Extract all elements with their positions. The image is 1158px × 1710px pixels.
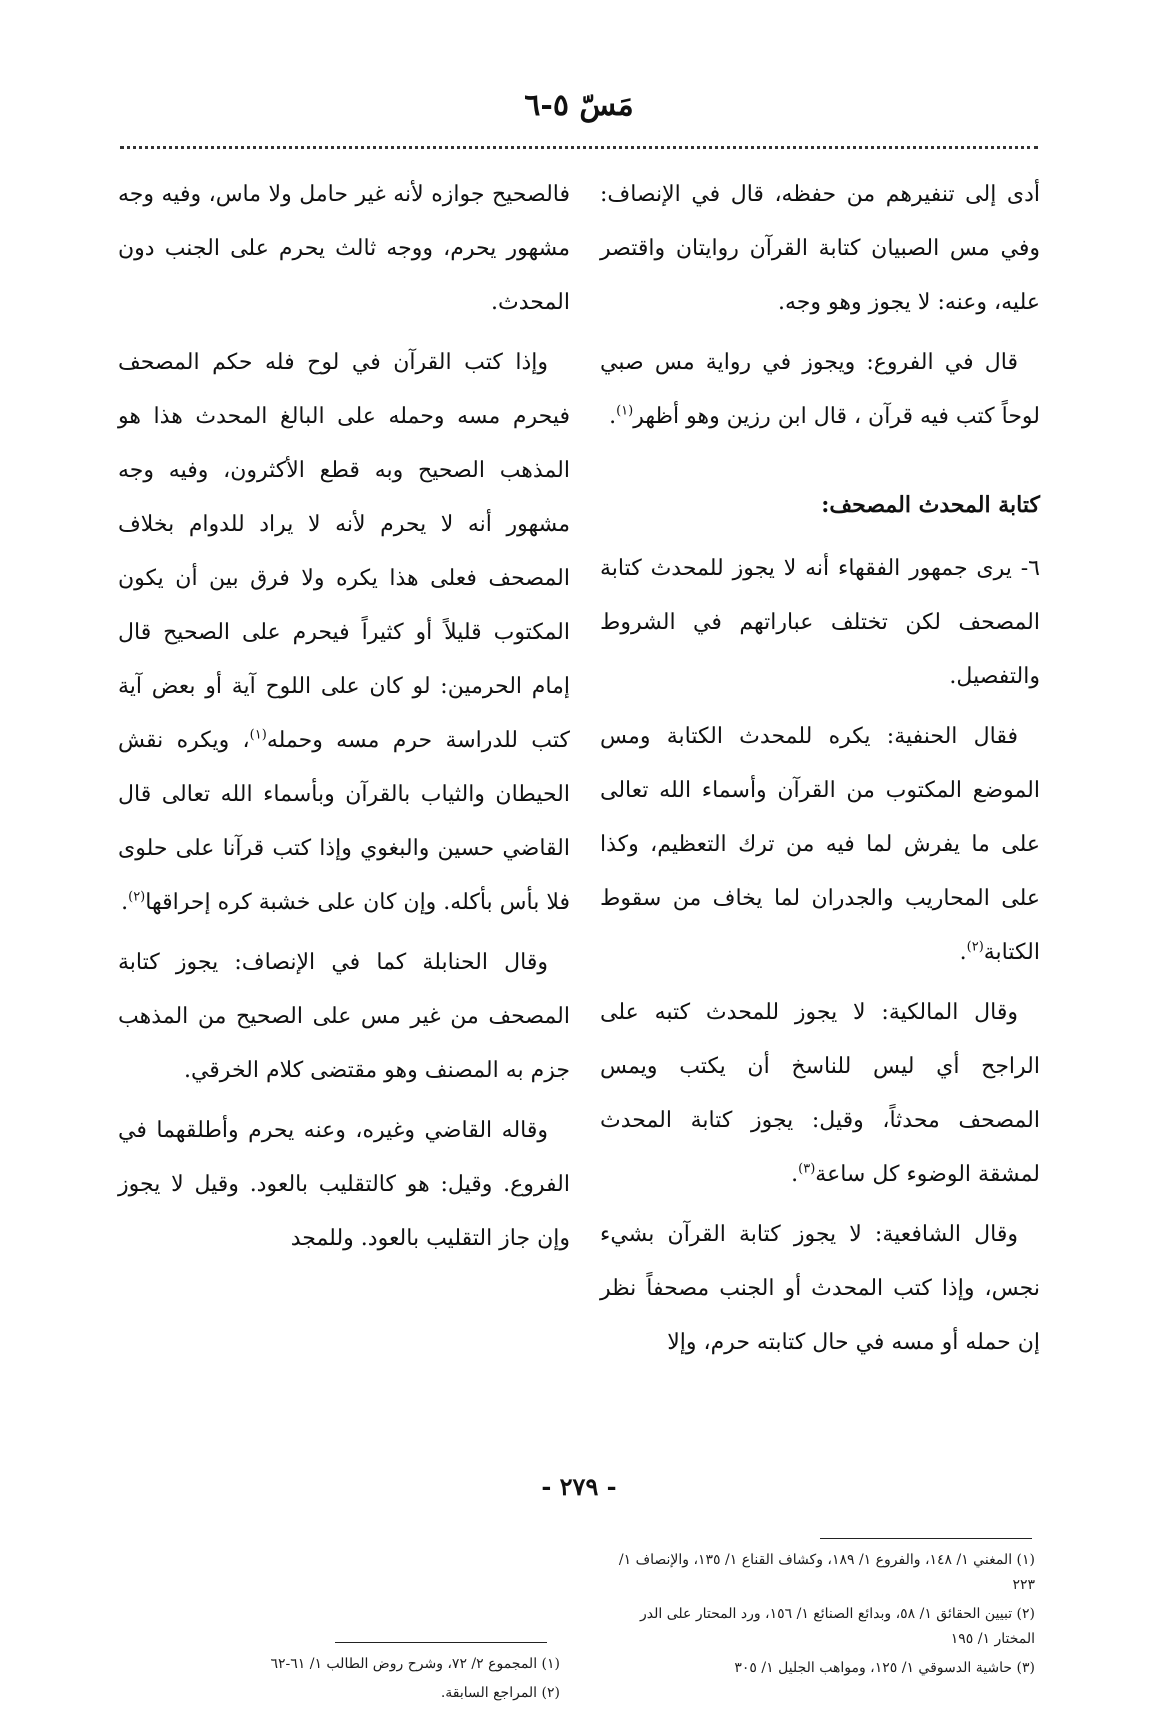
footnote: (١) المجموع ٢/ ٧٢، وشرح روض الطالب ١/ ٦١-٦٢ — [270, 1656, 560, 1672]
paragraph: وقاله القاضي وغيره، وعنه يحرم وأطلقهما في الفروع. وقيل: هو كالتقليب بالعود. وقيل لا يجوز وإن جاز التقليب بالعود. وللمجد — [118, 1118, 570, 1251]
header-divider — [120, 146, 1038, 149]
paragraph: فقال الحنفية: يكره للمحدث الكتابة ومس الموضع المكتوب من القرآن وأسماء الله تعالى على ما يفرش لما فيه من ترك التعظيم، وكذا على المحاريب والجدران لما يخاف من سقوط الكتابة$^{(٢)}$. — [600, 724, 1040, 965]
paragraph-text: قال في الفروع: ويجوز في رواية مس صبي لوحاً كتب فيه قرآن ، قال ابن رزين وهو أظهر — [600, 350, 1040, 429]
right-column — [600, 168, 1040, 1376]
left-column — [118, 168, 570, 1272]
footnote: (٢) المراجع السابقة. — [440, 1685, 560, 1701]
paragraph: وقال الشافعية: لا يجوز كتابة القرآن بشيء نجس، وإذا كتب المحدث أو الجنب مصحفاً نظر إن حمله أو مسه في حال كتابته حرم، وإلا — [600, 1222, 1040, 1355]
footnote-rule — [335, 1642, 547, 1643]
running-header: مَسّ ٥-٦ — [524, 88, 634, 123]
paragraph: قال في الفروع: ويجوز في رواية مس صبي لوحاً كتب فيه قرآن ، قال ابن رزين وهو أظهر$^{(١)}$. — [600, 350, 1040, 429]
paragraph: وإذا كتب القرآن في لوح فله حكم المصحف فيحرم مسه وحمله على البالغ المحدث هذا هو المذهب الصحيح وبه قطع الأكثرون، وفيه وجه مشهور أنه لا يحرم لأنه لا يراد للدوام بخلاف المصحف فعلى هذا يكره ولا فرق بين أن يكون المكتوب قليلاً أو كثيراً فيحرم على الصحيح قال إمام الحرمين: لو كان على اللوح آية أو بعض آية كتب للدراسة حرم مسه وحمله$^{(١)}$، ويكره نقش الحيطان والثياب بالقرآن وبأسماء الله تعالى قال القاضي حسين والبغوي وإذا كتب قرآنا على حلوى فلا بأس بأكله. وإن كان على خشبة كره إحراقها$^{(٢)}$. — [118, 350, 571, 915]
paragraph-text: ، ويكره نقش الحيطان والثياب بالقرآن وبأسماء الله تعالى قال القاضي حسين والبغوي وإذا كتب قرآنا على حلوى فلا بأس بأكله. وإن كان على خشبة كره إحراقها — [118, 728, 570, 915]
footnotes-left — [140, 1652, 560, 1710]
footnote: (١) المغني ١/ ١٤٨، والفروع ١/ ١٨٩، وكشاف القناع ١/ ١٣٥، والإنصاف ١/ ٢٢٣ — [618, 1552, 1035, 1593]
paragraph: أدى إلى تنفيرهم من حفظه، قال في الإنصاف: وفي مس الصبيان كتابة القرآن روايتان واقتصر عليه، وعنه: لا يجوز وهو وجه. — [600, 182, 1040, 315]
paragraph: ٦- يرى جمهور الفقهاء أنه لا يجوز للمحدث كتابة المصحف لكن تختلف عباراتهم في الشروط والتفصيل. — [600, 556, 1040, 689]
footnote-ref: (٣) — [798, 1161, 816, 1177]
section-heading: كتابة المحدث المصحف: — [821, 492, 1040, 518]
paragraph-text: وقال المالكية: لا يجوز للمحدث كتبه على الراجح أي ليس للناسخ أن يكتب ويمس المصحف محدثاً، وقيل: يجوز كتابة المحدث لمشقة الوضوء كل ساعة — [600, 1000, 1040, 1187]
footnote-ref: (٢) — [966, 939, 984, 955]
paragraph-text: فقال الحنفية: يكره للمحدث الكتابة ومس الموضع المكتوب من القرآن وأسماء الله تعالى على ما يفرش لما فيه من ترك التعظيم، وكذا على المحاريب والجدران لما يخاف من سقوط الكتابة — [600, 724, 1040, 965]
footnote: (٢) تبيين الحقائق ١/ ٥٨، وبدائع الصنائع ١/ ١٥٦، ورد المحتار على الدر المختار ١/ ١٩٥ — [640, 1606, 1035, 1647]
footnote-ref: (٢) — [128, 889, 146, 905]
paragraph: وقال الحنابلة كما في الإنصاف: يجوز كتابة المصحف من غير مس على الصحيح من المذهب جزم به المصنف وهو مقتضى كلام الخرقي. — [118, 950, 570, 1083]
footnotes-right — [605, 1548, 1035, 1685]
footnote-ref: (١) — [249, 727, 267, 743]
paragraph: فالصحيح جوازه لأنه غير حامل ولا ماس، وفيه وجه مشهور يحرم، ووجه ثالث يحرم على الجنب دون المحدث. — [118, 182, 570, 315]
footnote: (٣) حاشية الدسوقي ١/ ١٢٥، ومواهب الجليل ١/ ٣٠٥ — [734, 1660, 1035, 1676]
footnote-rule — [820, 1538, 1032, 1539]
paragraph: وقال المالكية: لا يجوز للمحدث كتبه على الراجح أي ليس للناسخ أن يكتب ويمس المصحف محدثاً، وقيل: يجوز كتابة المحدث لمشقة الوضوء كل ساعة$^{(٣)}$. — [600, 1000, 1040, 1187]
paragraph-text: وإذا كتب القرآن في لوح فله حكم المصحف فيحرم مسه وحمله على البالغ المحدث هذا هو المذهب الصحيح وبه قطع الأكثرون، وفيه وجه مشهور أنه لا يحرم لأنه لا يراد للدوام بخلاف المصحف فعلى هذا يكره ولا فرق بين أن يكون المكتوب قليلاً أو كثيراً فيحرم على الصحيح قال إمام الحرمين: لو كان على اللوح آية أو بعض آية كتب للدراسة حرم مسه وحمله — [118, 350, 571, 753]
footnote-ref: (١) — [616, 403, 634, 419]
page-number: - ٢٧٩ - — [541, 1472, 617, 1501]
